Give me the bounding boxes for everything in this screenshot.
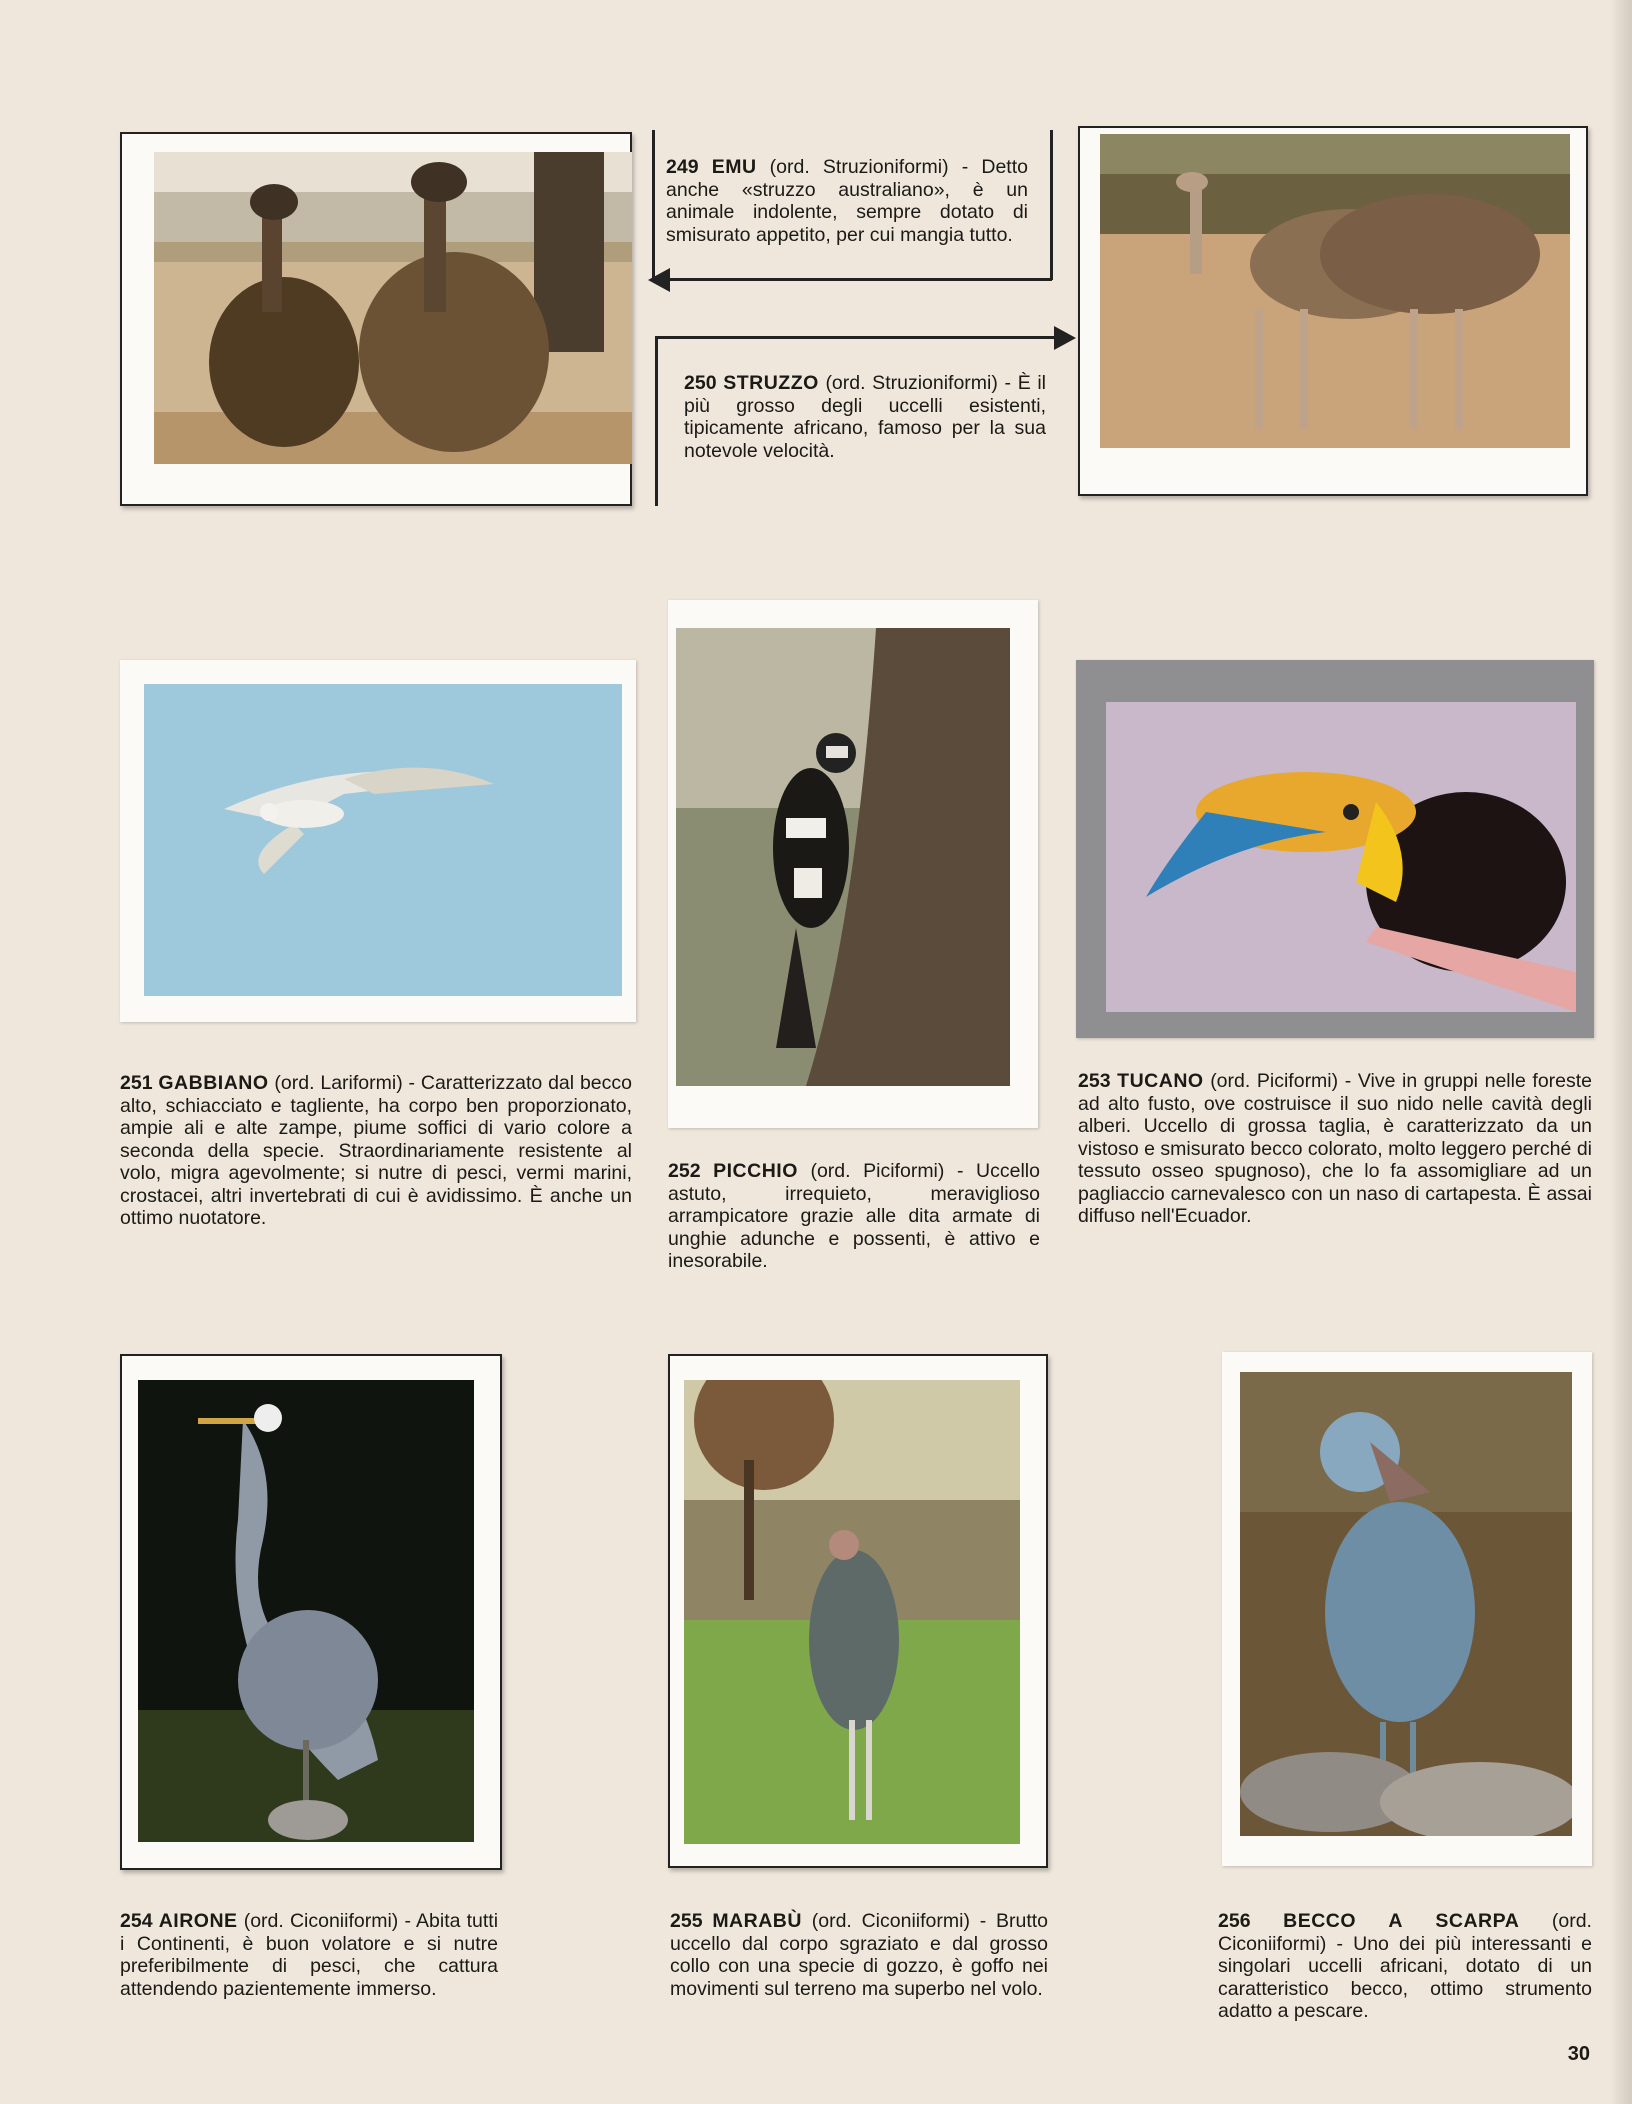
woodpecker-photo-icon xyxy=(676,628,1010,1086)
entry-order: (ord. Lariformi) xyxy=(274,1072,403,1094)
entry-number: 252 xyxy=(668,1160,701,1182)
entry-name: STRUZZO xyxy=(723,372,819,394)
entry-text: - Vive in gruppi nelle foreste ad alto fusto, ove costruisce il suo nido nelle cavità degli alberi. Uccello di grossa taglia, è caratterizzato da un vistoso e smisurato becco colorato, molto leggero perché di tessuto osseo spugnoso), che lo fa assomigliare ad un pagliaccio carnevalesco con un naso di cartapesta. È assai diffuso nell'Ecuador. xyxy=(1078,1070,1593,1227)
entry-number: 256 xyxy=(1218,1910,1251,1932)
entry-name: EMU xyxy=(711,156,757,178)
entry-text: - Uccello astuto, irrequieto, meraviglioso arrampicatore grazie alle dita armate di unghie adunche e possenti, è attivo e inesorabile. xyxy=(668,1160,1040,1272)
divider-line xyxy=(652,130,655,280)
page-number: 30 xyxy=(1567,2043,1590,2065)
toucan-photo-icon xyxy=(1106,702,1576,1012)
caption-struzzo xyxy=(684,372,1046,462)
entry-number: 250 xyxy=(684,372,717,394)
entry-order: (ord. Piciformi) xyxy=(1210,1070,1339,1092)
sticker-card-shoebill xyxy=(1222,1352,1592,1866)
entry-order: (ord. Piciformi) xyxy=(810,1160,945,1182)
heron-photo-icon xyxy=(138,1380,474,1842)
caption-picchio xyxy=(668,1160,1040,1273)
sticker-card-marabou xyxy=(668,1354,1048,1868)
entry-text: - Abita tutti i Continenti, è buon volatore e si nutre preferibilmente di pesci, che cattura attendendo pazientemente immerso. xyxy=(120,1910,499,2000)
entry-order: (ord. Ciconiiformi) xyxy=(811,1910,970,1932)
entry-number: 249 xyxy=(666,156,699,178)
divider-line xyxy=(655,336,1055,339)
sticker-card-heron xyxy=(120,1354,502,1870)
entry-name: PICCHIO xyxy=(713,1160,798,1182)
seagull-photo-icon xyxy=(144,684,622,996)
entry-name: BECCO A SCARPA xyxy=(1283,1910,1520,1932)
caption-becco-a-scarpa xyxy=(1218,1910,1592,2023)
divider-line xyxy=(1050,130,1053,280)
entry-text: - È il più grosso degli uccelli esistenti, tipicamente africano, famoso per la sua notevole velocità. xyxy=(684,372,1047,462)
caption-emu xyxy=(666,156,1028,246)
entry-name: GABBIANO xyxy=(158,1072,269,1094)
sticker-card-seagull xyxy=(120,660,636,1022)
entry-text: - Uno dei più interessanti e singolari uccelli africani, dotato di un caratteristico becco, ottimo strumento adatto a pescare. xyxy=(1218,1932,1593,2022)
entry-text: - Detto anche «struzzo australiano», è un animale indolente, sempre dotato di smisurato appetito, per cui mangia tutto. xyxy=(666,156,1028,246)
arrow-left-icon xyxy=(648,268,670,292)
divider-line xyxy=(655,336,658,506)
sticker-card-toucan xyxy=(1076,660,1594,1038)
entry-order: (ord. Ciconiiformi) xyxy=(243,1910,399,1932)
ostrich-photo-icon xyxy=(1100,134,1570,448)
entry-text: - Caratterizzato dal becco alto, schiacciato e tagliente, ha corpo ben proporzionato, ampie ali e alte zampe, piume soffici di vario colore a seconda della specie. Straordinariamente resistente al volo, migra agevolmente; si nutre di pesci, vermi marini, crostacei, altri invertebrati di cui è avidissimo. È anche un ottimo nuotatore. xyxy=(120,1072,632,1229)
entry-order: (ord. Struzioniformi) xyxy=(769,156,949,178)
entry-number: 255 xyxy=(670,1910,703,1932)
caption-marabu xyxy=(670,1910,1048,2000)
divider-line xyxy=(652,278,1052,281)
caption-tucano xyxy=(1078,1070,1592,1228)
entry-number: 251 xyxy=(120,1072,153,1094)
entry-name: TUCANO xyxy=(1117,1070,1204,1092)
entry-name: MARABÙ xyxy=(712,1910,802,1932)
entry-number: 254 xyxy=(120,1910,153,1932)
entry-order: (ord. Struzioniformi) xyxy=(825,372,998,394)
sticker-card-emu xyxy=(120,132,632,506)
emu-photo-icon xyxy=(154,152,632,464)
page-edge-shadow xyxy=(1610,0,1632,2104)
sticker-card-ostrich xyxy=(1078,126,1588,496)
entry-text: - Brutto uccello dal corpo sgraziato e dal grosso collo con una specie di gozzo, è goffo nei movimenti sul terreno ma superbo nel volo. xyxy=(670,1910,1049,2000)
marabou-photo-icon xyxy=(684,1380,1020,1844)
entry-number: 253 xyxy=(1078,1070,1111,1092)
caption-gabbiano xyxy=(120,1072,632,1230)
entry-name: AIRONE xyxy=(158,1910,238,1932)
sticker-card-woodpecker xyxy=(668,600,1038,1128)
entry-order: (ord. Ciconiiformi) xyxy=(1218,1910,1592,1955)
shoebill-photo-icon xyxy=(1240,1372,1572,1836)
arrow-right-icon xyxy=(1054,326,1076,350)
caption-airone xyxy=(120,1910,498,2000)
